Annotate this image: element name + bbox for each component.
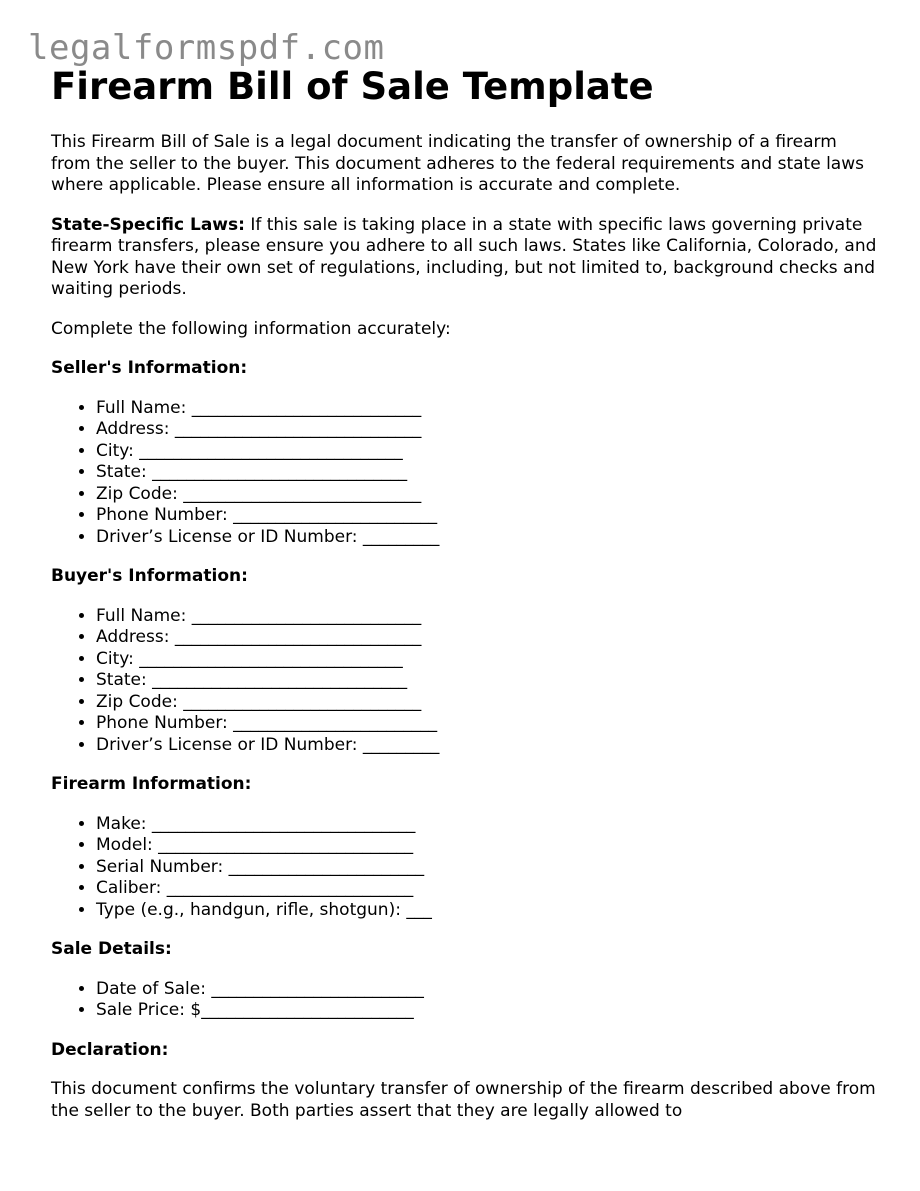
firearm-model-field: • Model: ______________________________ [96,835,881,857]
seller-full-name-field: • Full Name: ___________________________ [96,398,881,420]
seller-city-field: • City: _______________________________ [96,441,881,463]
buyer-license-field: • Driver’s License or ID Number: _________ [96,735,881,757]
buyer-address-field: • Address: _____________________________ [96,627,881,649]
buyer-heading: Buyer's Information: [51,566,248,586]
intro-paragraph: This Firearm Bill of Sale is a legal document indicating the transfer of ownership of a firearm from the seller to the buyer. This document adheres to the federal requirements and state laws where applicable. Please ensure all information is accurate and complete. [51,132,864,195]
buyer-fields [51,606,881,757]
sale-heading: Sale Details: [51,939,172,959]
firearm-heading: Firearm Information: [51,774,252,794]
declaration-paragraph: This document confirms the voluntary transfer of ownership of the firearm described above from the seller to the buyer. Both parties assert that they are legally allowed to [51,1079,876,1121]
complete-prompt: Complete the following information accurately: [51,318,451,339]
sale-price-field: • Sale Price: $_________________________ [96,1000,881,1022]
buyer-phone-field: • Phone Number: ________________________ [96,713,881,735]
seller-license-field: • Driver’s License or ID Number: _________ [96,527,881,549]
buyer-full-name-field: • Full Name: ___________________________ [96,606,881,628]
seller-fields [51,398,881,549]
buyer-zip-field: • Zip Code: ____________________________ [96,692,881,714]
firearm-type-field: • Type (e.g., handgun, rifle, shotgun): ___ [96,900,881,922]
seller-state-field: • State: ______________________________ [96,462,881,484]
state-laws-text: If this sale is taking place in a state with specific laws governing private firearm transfers, please ensure you adhere to all such laws. States like California, Colorado, and New York have their own set of regulations, including, but not limited to, background checks and waiting periods. [51,214,877,299]
document-body [51,64,881,1122]
firearm-serial-field: • Serial Number: _______________________ [96,857,881,879]
firearm-caliber-field: • Caliber: _____________________________ [96,878,881,900]
sale-fields [51,979,881,1022]
buyer-state-field: • State: ______________________________ [96,670,881,692]
firearm-make-field: • Make: _______________________________ [96,814,881,836]
document-title: Firearm Bill of Sale Template [51,65,654,108]
sale-date-field: • Date of Sale: _________________________ [96,979,881,1001]
seller-phone-field: • Phone Number: ________________________ [96,505,881,527]
declaration-heading: Declaration: [51,1039,169,1060]
seller-zip-field: • Zip Code: ____________________________ [96,484,881,506]
watermark-logo: legalformspdf.com [28,28,385,68]
firearm-fields [51,814,881,922]
buyer-city-field: • City: _______________________________ [96,649,881,671]
seller-address-field: • Address: _____________________________ [96,419,881,441]
state-laws-paragraph [51,215,881,301]
state-laws-label: State-Specific Laws: [51,214,245,235]
seller-heading: Seller's Information: [51,358,248,378]
